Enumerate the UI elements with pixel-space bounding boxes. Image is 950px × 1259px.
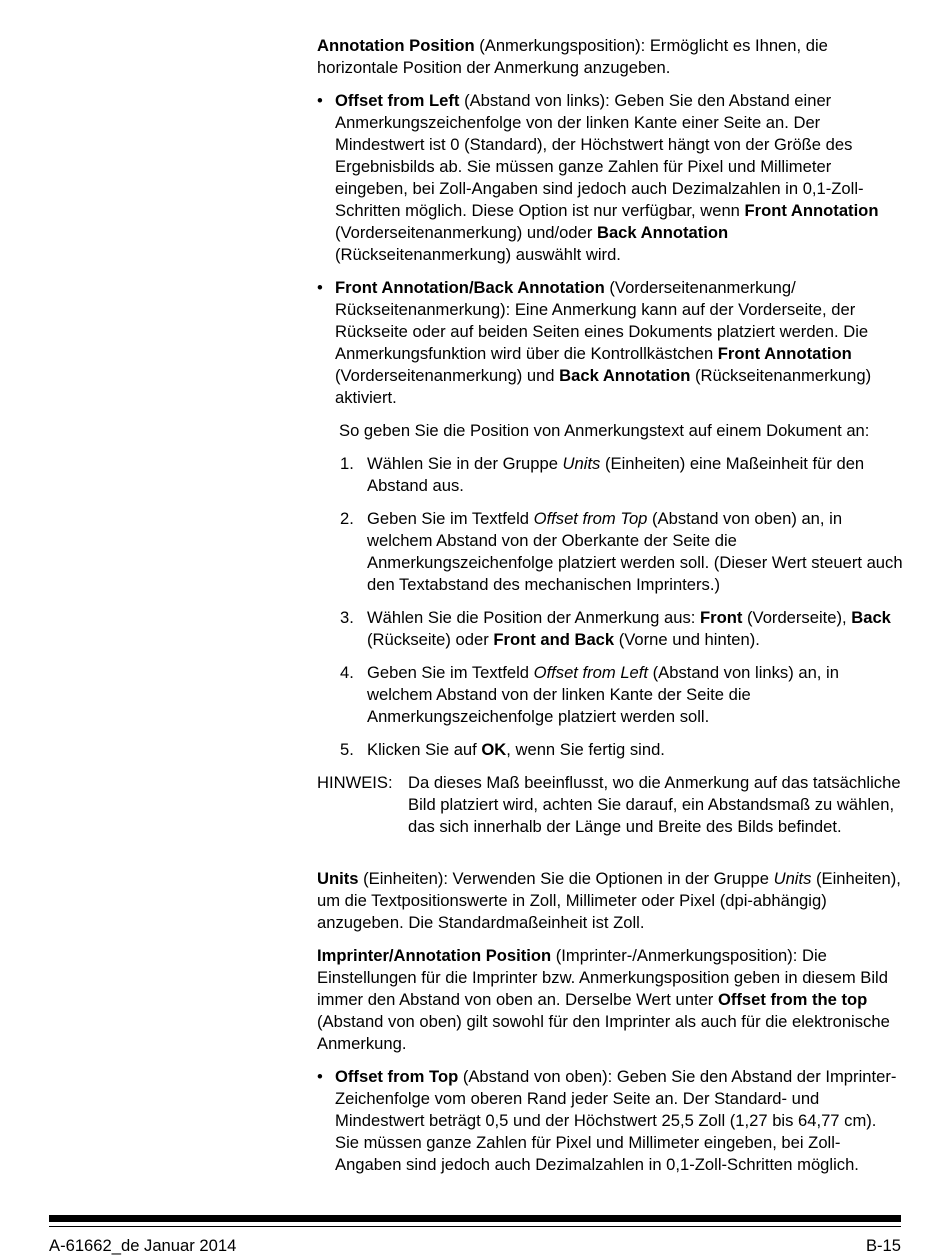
front-back-bullet — [317, 277, 903, 409]
step-3 — [317, 607, 903, 651]
ok-term: OK — [481, 740, 507, 759]
step-text: (Abstand von oben) an, in welchem Abstand von der Oberkante der Seite die Anmerkungszeichenfolge platziert werden soll. (Dieser Wert steuert auch den Textabstand des mechanischen Imprinters.) — [367, 509, 903, 594]
back-annotation-term: Back Annotation — [559, 366, 691, 385]
note-text: Da dieses Maß beeinflusst, wo die Anmerkung auf das tatsächliche Bild platziert wird, achten Sie darauf, ein Abstandsmaß zu wählen, das sich innerhalb der Länge und Breite des Bilds befindet. — [408, 773, 901, 836]
back-annotation-term: Back Annotation — [596, 223, 729, 242]
step-italic: Units — [562, 454, 601, 473]
step-number: 4. — [340, 663, 354, 682]
procedure-intro: So geben Sie die Position von Anmerkungstext auf einem Dokument an: — [339, 421, 870, 440]
units-term: Units — [317, 869, 359, 888]
annotation-position-paragraph — [317, 35, 903, 79]
imprinter-text-2: (Abstand von oben) gilt sowohl für den Imprinter als auch für die elektronische Anmerkung. — [317, 1012, 890, 1053]
annotation-position-text: (Anmerkungsposition): Ermöglicht es Ihnen, die horizontale Position der Anmerkung anzugeben. — [317, 36, 828, 77]
note-label: HINWEIS: — [317, 773, 393, 792]
imprinter-paragraph — [317, 945, 903, 1055]
step-text: (Vorne und hinten). — [614, 630, 760, 649]
offset-top-bullet — [317, 1066, 903, 1176]
front-back-term: Front Annotation/Back Annotation — [335, 278, 605, 297]
step-text: Geben Sie im Textfeld — [367, 509, 534, 528]
front-back-text-2: (Vorderseitenanmerkung) und — [335, 366, 560, 385]
front-back-text-3: (Rückseitenanmerkung) aktiviert. — [335, 366, 872, 407]
step-text: (Abstand von links) an, in welchem Abstand von der linken Kante der Seite die Anmerkungszeichenfolge platziert werden soll. — [367, 663, 839, 726]
imprinter-term: Imprinter/Annotation Position — [317, 946, 552, 965]
front-back-text-1: (Vorderseitenanmerkung/ Rückseitenanmerkung): Eine Anmerkung kann auf der Vorderseite, der Rückseite oder auf beiden Seiten eines Dokuments platziert werden. Die Anmerkungsfunktion wird über die Kontrollkästchen — [335, 278, 869, 363]
footer-page-number: B-15 — [865, 1236, 901, 1255]
back-option: Back — [851, 608, 891, 627]
offset-from-top-term: Offset from the top — [717, 990, 868, 1009]
footer-rule-thick — [49, 1215, 901, 1222]
imprinter-text-1: (Imprinter-/Anmerkungsposition): Die Einstellungen für die Imprinter bzw. Anmerkungsposition geben in diesem Bild immer den Abstand von oben an. Derselbe Wert unter — [317, 946, 888, 1009]
footer-rule-thin — [49, 1226, 901, 1227]
annotation-position-term: Annotation Position — [317, 36, 475, 55]
units-text-1: (Einheiten): Verwenden Sie die Optionen in der Gruppe — [358, 869, 774, 888]
units-italic: Units — [773, 869, 812, 888]
front-annotation-term: Front Annotation — [744, 201, 879, 220]
step-number: 1. — [340, 454, 354, 473]
step-4 — [317, 662, 903, 728]
step-number: 2. — [340, 509, 354, 528]
step-text: (Vorderseite), — [742, 608, 852, 627]
footer-doc-id: A-61662_de Januar 2014 — [49, 1236, 237, 1255]
front-and-back-option: Front and Back — [493, 630, 615, 649]
offset-top-text: (Abstand von oben): Geben Sie den Abstand der Imprinter-Zeichenfolge vom oberen Rand jeder Seite an. Der Standard- und Mindestwert beträgt 0,5 und der Höchstwert 25,5 Zoll (1,27 bis 64,77 cm). Sie müssen ganze Zahlen für Pixel und Millimeter eingeben, bei Zoll-Angaben sind jedoch auch Dezimalzahlen in 0,1-Zoll-Schritten möglich. — [335, 1067, 897, 1174]
offset-left-term: Offset from Left — [335, 91, 460, 110]
step-text: (Einheiten) eine Maßeinheit für den Abstand aus. — [367, 454, 865, 495]
step-number: 3. — [340, 608, 354, 627]
bullet-icon: • — [317, 278, 323, 297]
step-text: (Rückseite) oder — [367, 630, 494, 649]
note-block — [317, 772, 903, 838]
units-text-2: (Einheiten), um die Textpositionswerte in Zoll, Millimeter oder Pixel (dpi-abhängig) anzugeben. Die Standardmaßeinheit ist Zoll. — [317, 869, 901, 932]
step-1 — [317, 453, 903, 497]
bullet-icon: • — [317, 1067, 323, 1086]
front-annotation-term: Front Annotation — [717, 344, 852, 363]
page-body — [317, 35, 903, 1187]
offset-top-term: Offset from Top — [335, 1067, 459, 1086]
offset-left-text-2: (Vorderseitenanmerkung) und/oder — [335, 223, 597, 242]
offset-left-text-1: (Abstand von links): Geben Sie den Abstand einer Anmerkungszeichenfolge von der linken Kante einer Seite an. Der Mindestwert ist 0 (Standard), der Höchstwert hängt von der Größe des Ergebnisbilds ab. Sie müssen ganze Zahlen für Pixel und Millimeter eingeben, bei Zoll-Angaben sind jedoch auch Dezimalzahlen in 0,1-Zoll-Schritten möglich. Diese Option ist nur verfügbar, wenn — [335, 91, 864, 220]
offset-left-text-3: (Rückseitenanmerkung) auswählt wird. — [335, 245, 621, 264]
step-text: , wenn Sie fertig sind. — [506, 740, 665, 759]
front-option: Front — [700, 608, 743, 627]
offset-left-bullet — [317, 90, 903, 266]
step-text: Wählen Sie die Position der Anmerkung aus: — [367, 608, 700, 627]
step-2 — [317, 508, 903, 596]
step-text: Klicken Sie auf — [367, 740, 482, 759]
step-5 — [317, 739, 903, 761]
step-text: Geben Sie im Textfeld — [367, 663, 534, 682]
units-paragraph — [317, 868, 903, 934]
step-number: 5. — [340, 740, 354, 759]
bullet-icon: • — [317, 91, 323, 110]
step-text: Wählen Sie in der Gruppe — [367, 454, 563, 473]
step-italic: Offset from Top — [533, 509, 648, 528]
step-italic: Offset from Left — [533, 663, 649, 682]
